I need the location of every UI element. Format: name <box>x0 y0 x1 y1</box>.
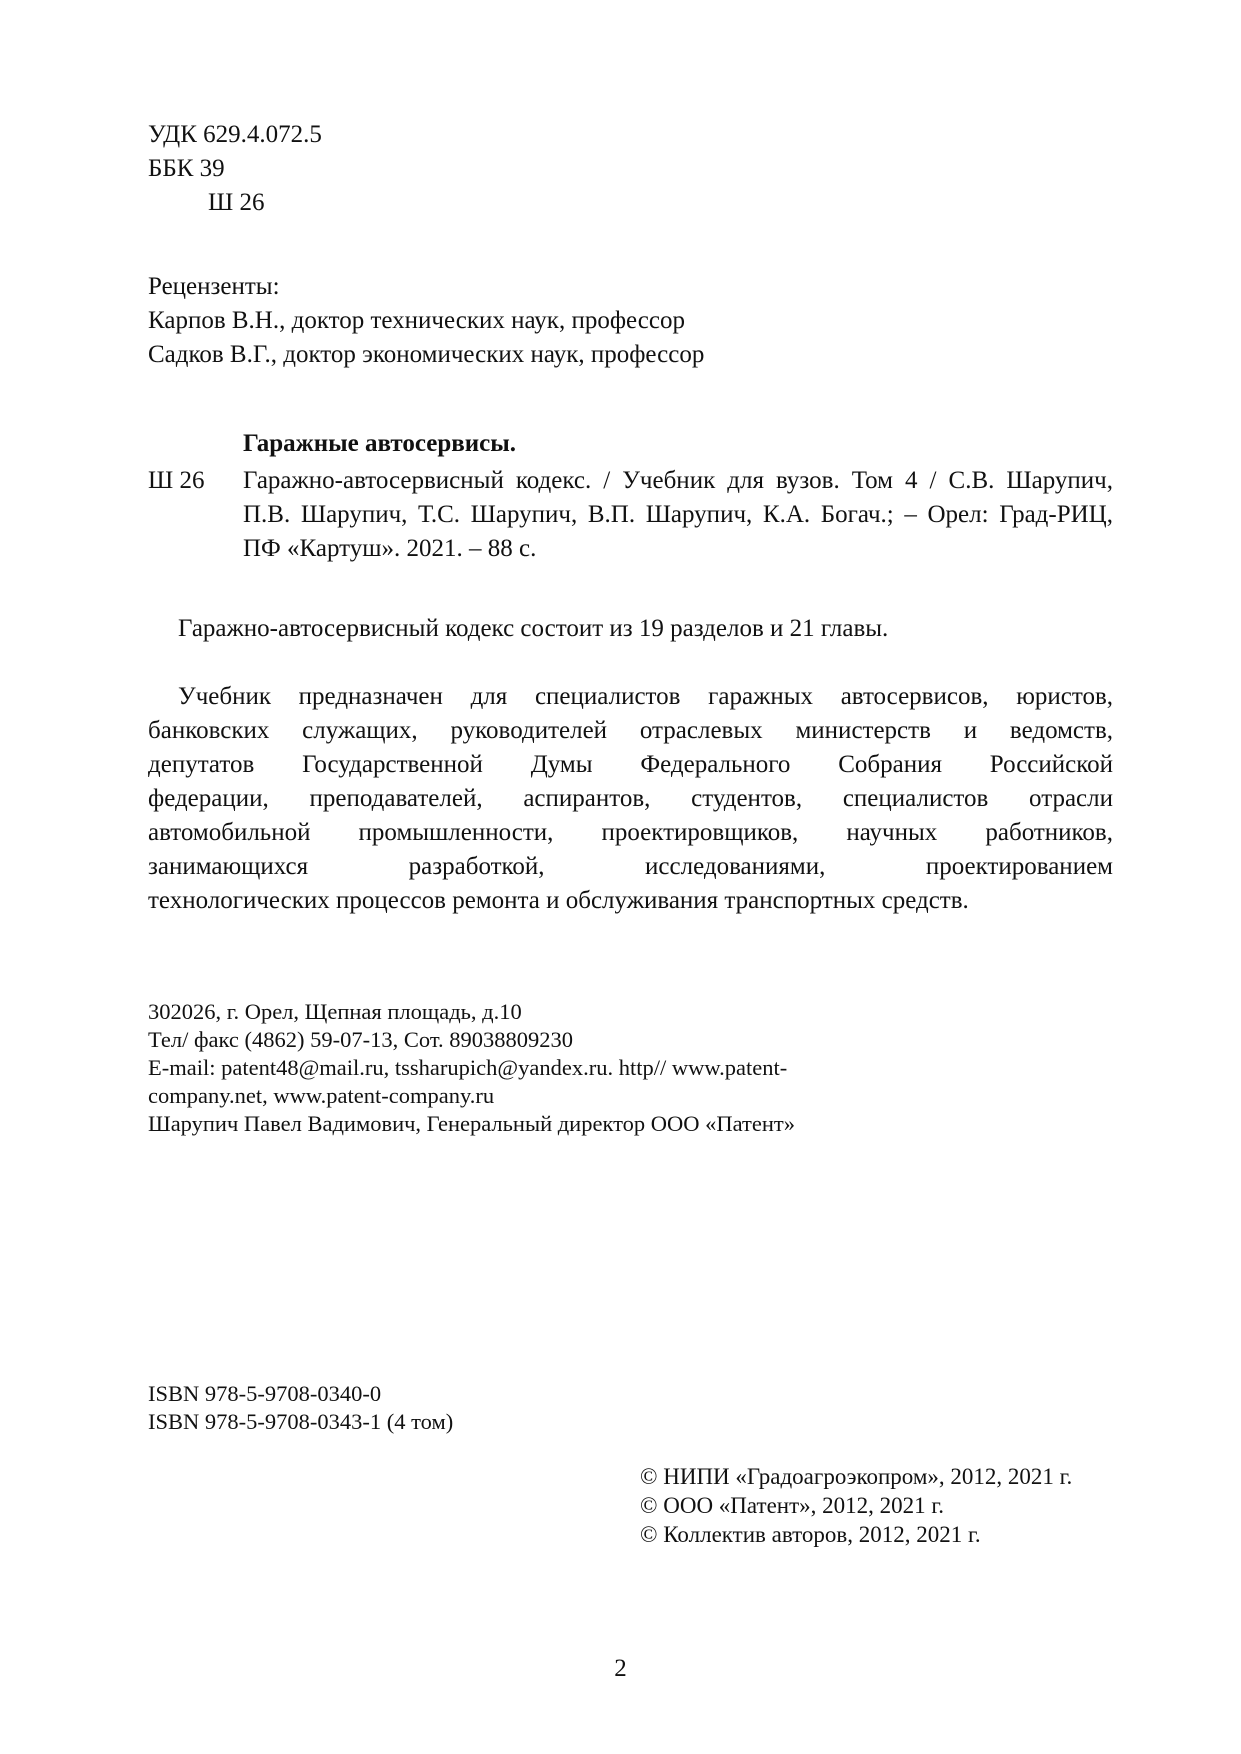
bbk-code: ББК 39 <box>148 155 225 182</box>
isbn-line: ISBN 978-5-9708-0340-0 <box>148 1381 382 1406</box>
classification-block <box>148 118 322 220</box>
page-number: 2 <box>614 1655 627 1682</box>
copyright-block <box>640 1462 1072 1549</box>
email-line: E-mail: patent48@mail.ru, tssharupich@yandex.ru. http// www.patent- <box>148 1055 788 1080</box>
author-mark: Ш 26 <box>208 189 265 216</box>
book-title: Гаражные автосервисы. <box>243 430 517 457</box>
phone-line: Тел/ факс (4862) 59-07-13, Сот. 89038809230 <box>148 1027 573 1052</box>
bibliography-line: ПФ «Картуш». 2021. – 88 с. <box>243 535 537 562</box>
contacts-block <box>148 998 795 1138</box>
description-line: автомобильной промышленности, проектировщиков, научных работников, <box>148 819 1113 846</box>
isbn-block <box>148 1380 453 1436</box>
copyright-line: © ООО «Патент», 2012, 2021 г. <box>640 1493 944 1518</box>
isbn-line: ISBN 978-5-9708-0343-1 (4 том) <box>148 1409 454 1434</box>
copyright-line: © НИПИ «Градоагроэкопром», 2012, 2021 г. <box>640 1464 1073 1489</box>
bibliography-line: Гаражно-автосервисный кодекс. / Учебник для вузов. Том 4 / С.В. Шарупич, <box>243 467 1113 494</box>
description-line: Учебник предназначен для специалистов гаражных автосервисов, юристов, <box>178 683 1113 710</box>
bibliography-author-mark: Ш 26 <box>148 467 205 494</box>
address-line: 302026, г. Орел, Щепная площадь, д.10 <box>148 999 522 1024</box>
director-line: Шарупич Павел Вадимович, Генеральный директор ООО «Патент» <box>148 1111 795 1136</box>
copyright-line: © Коллектив авторов, 2012, 2021 г. <box>640 1522 981 1547</box>
bibliographic-entry <box>243 464 1113 566</box>
reviewers-heading: Рецензенты: <box>148 273 280 300</box>
description-line: банковских служащих, руководителей отраслевых министерств и ведомств, <box>148 717 1113 744</box>
bibliography-line: П.В. Шарупич, Т.С. Шарупич, В.П. Шарупич, К.А. Богач.; – Орел: Град-РИЦ, <box>243 501 1113 528</box>
reviewer-item: Садков В.Г., доктор экономических наук, профессор <box>148 341 705 368</box>
description-line: депутатов Государственной Думы Федерального Собрания Российской <box>148 751 1113 778</box>
description-line: технологических процессов ремонта и обслуживания транспортных средств. <box>148 887 969 914</box>
description-line: федерации, преподавателей, аспирантов, студентов, специалистов отрасли <box>148 785 1113 812</box>
description-line: занимающихся разработкой, исследованиями, проектированием <box>148 853 1113 880</box>
website-line: company.net, www.patent-company.ru <box>148 1083 495 1108</box>
udk-code: УДК 629.4.072.5 <box>148 121 322 148</box>
summary-paragraph: Гаражно-автосервисный кодекс состоит из 19 разделов и 21 главы. <box>178 615 889 642</box>
reviewers-block <box>148 270 704 372</box>
description-paragraph <box>148 680 1113 918</box>
reviewer-item: Карпов В.Н., доктор технических наук, профессор <box>148 307 685 334</box>
